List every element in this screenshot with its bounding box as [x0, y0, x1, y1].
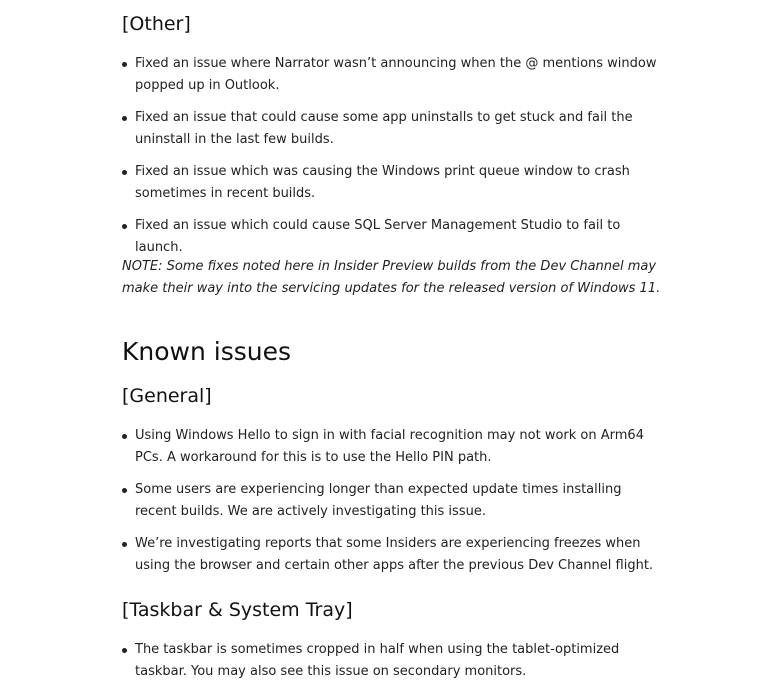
section-heading-known-issues: Known issues — [122, 337, 292, 366]
list-item: Fixed an issue where Narrator wasn’t announcing when the @ mentions window popped up in Outlook. — [122, 53, 662, 97]
section-heading-other: [Other] — [122, 13, 191, 35]
list-item: Using Windows Hello to sign in with facial recognition may not work on Arm64 PCs. A workaround for this is to use the Hello PIN path. — [122, 425, 662, 469]
list-item: Fixed an issue that could cause some app uninstalls to get stuck and fail the uninstall in the last few builds. — [122, 107, 662, 151]
list-item: The taskbar is sometimes cropped in half when using the tablet-optimized taskbar. You may also see this issue on secondary monitors. — [122, 639, 662, 683]
section-heading-general: [General] — [122, 385, 212, 407]
taskbar-issues-list — [122, 639, 662, 683]
list-item: Some users are experiencing longer than expected update times installing recent builds. We are actively investigating this issue. — [122, 479, 662, 523]
list-item: Fixed an issue which was causing the Windows print queue window to crash sometimes in recent builds. — [122, 161, 662, 205]
list-item: Fixed an issue which could cause SQL Server Management Studio to fail to launch. — [122, 215, 662, 259]
general-issues-list — [122, 425, 662, 577]
section-heading-taskbar: [Taskbar & System Tray] — [122, 599, 353, 621]
other-fixes-list — [122, 53, 662, 259]
servicing-note: NOTE: Some fixes noted here in Insider Preview builds from the Dev Channel may make their way into the servicing updates for the released version of Windows 11. — [122, 259, 661, 296]
list-item: We’re investigating reports that some Insiders are experiencing freezes when using the browser and certain other apps after the previous Dev Channel flight. — [122, 533, 662, 577]
